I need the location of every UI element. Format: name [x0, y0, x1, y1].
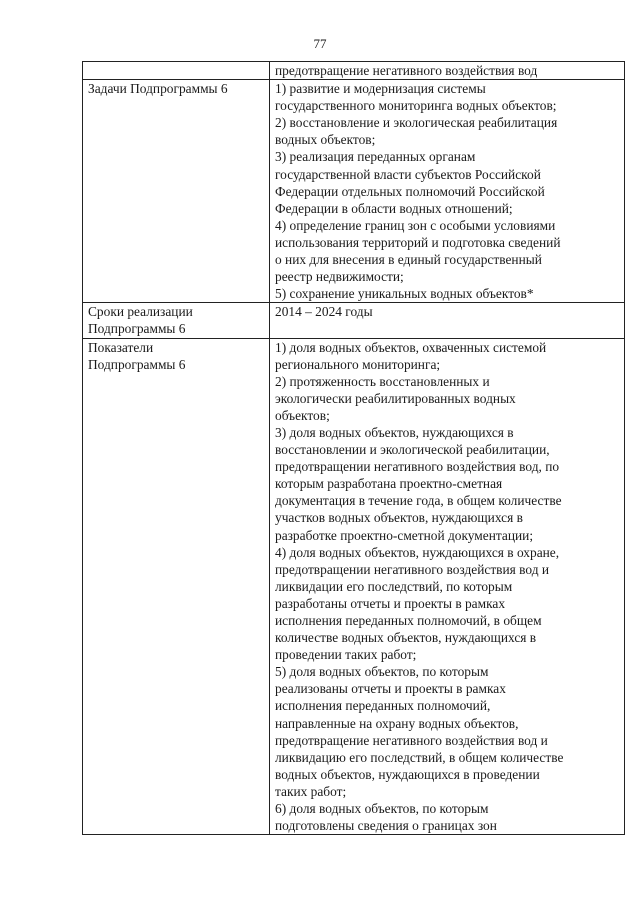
row-value-line: которым разработана проектно-сметная	[275, 476, 503, 492]
row-label-cell	[83, 62, 270, 80]
row-label-line: Задачи Подпрограммы 6	[88, 81, 228, 97]
row-value-cell	[270, 80, 625, 303]
row-value-line: 2) восстановление и экологическая реабилитация	[275, 115, 558, 131]
row-value-line: восстановлении и экологической реабилитации,	[275, 442, 550, 458]
row-value-cell	[270, 303, 625, 338]
row-value-line: документация в течение года, в общем количестве	[275, 493, 562, 509]
row-value-line: экологически реабилитированных водных	[275, 390, 516, 406]
row-value-line: ликвидацию его последствий, в общем количестве	[275, 749, 564, 765]
row-value-line: предотвращение негативного воздействия вод	[275, 63, 538, 78]
row-value-line: исполнения переданных полномочий, в общем	[275, 613, 542, 628]
row-label-line: Показатели	[88, 339, 154, 355]
table-row	[83, 338, 625, 835]
row-value-line: государственной власти субъектов Российской	[275, 166, 541, 182]
row-value-line: предотвращение негативного воздействия вод и	[275, 732, 548, 748]
row-value-line: количестве водных объектов, нуждающихся в	[275, 630, 537, 646]
row-value-line: объектов;	[275, 407, 330, 423]
row-value-line: 1) развитие и модернизация системы	[275, 81, 486, 97]
row-value-line: подготовлены сведения о границах зон	[275, 818, 497, 834]
row-value-line: регионального мониторинга;	[275, 356, 441, 372]
subprogram-passport-table	[82, 61, 625, 835]
row-value-cell	[270, 338, 625, 835]
row-value-line: 4) определение границ зон с особыми условиями	[275, 217, 556, 233]
row-value-line: ликвидации его последствий, по которым	[275, 578, 513, 594]
row-value-line: водных объектов, нуждающихся в проведении	[275, 766, 540, 782]
row-value-line: 2014 – 2024 годы	[275, 304, 373, 320]
table-row	[83, 62, 625, 80]
row-label-line: Сроки реализации	[88, 304, 193, 320]
row-value-line: направленные на охрану водных объектов,	[275, 715, 519, 731]
row-value-line: исполнения переданных полномочий,	[275, 698, 491, 714]
row-value-line: 1) доля водных объектов, охваченных системой	[275, 339, 547, 355]
row-value-line: 6) доля водных объектов, по которым	[275, 801, 489, 817]
row-value-cell	[270, 62, 625, 80]
row-value-line: Федерации в области водных отношений;	[275, 200, 513, 216]
row-value-line: 2) протяженность восстановленных и	[275, 373, 490, 389]
table-row	[83, 303, 625, 338]
row-label-line: Подпрограммы 6	[88, 321, 186, 337]
row-value-line: использования территорий и подготовка сведений	[275, 234, 561, 250]
row-value-line: реализованы отчеты и проекты в рамках	[275, 681, 506, 697]
row-value-line: 5) сохранение уникальных водных объектов*	[275, 286, 534, 302]
row-value-line: разработаны отчеты и проекты в рамках	[275, 595, 506, 611]
row-label-cell	[83, 303, 270, 338]
row-value-line: государственного мониторинга водных объектов;	[275, 98, 557, 114]
table-row	[83, 80, 625, 303]
row-value-line: разработке проектно-сметной документации;	[275, 527, 534, 543]
row-value-line: участков водных объектов, нуждающихся в	[275, 510, 523, 526]
row-value-line: Федерации отдельных полномочий Российской	[275, 183, 545, 199]
row-value-line: 3) доля водных объектов, нуждающихся в	[275, 424, 514, 440]
row-label-cell	[83, 338, 270, 835]
row-value-line: предотвращении негативного воздействия вод, по	[275, 459, 560, 475]
row-value-line: водных объектов;	[275, 132, 376, 148]
page-number: 77	[313, 36, 327, 51]
row-value-line: о них для внесения в единый государственный	[275, 252, 542, 268]
row-value-line: 4) доля водных объектов, нуждающихся в охране,	[275, 544, 560, 560]
row-value-line: проведении таких работ;	[275, 647, 417, 663]
row-label-cell	[83, 80, 270, 303]
row-value-line: 5) доля водных объектов, по которым	[275, 664, 489, 680]
row-value-line: предотвращении негативного воздействия вод и	[275, 561, 550, 577]
row-value-line: реестр недвижимости;	[275, 269, 404, 285]
row-value-line: 3) реализация переданных органам	[275, 149, 476, 165]
row-value-line: таких работ;	[275, 783, 347, 799]
row-label-line: Подпрограммы 6	[88, 356, 186, 372]
